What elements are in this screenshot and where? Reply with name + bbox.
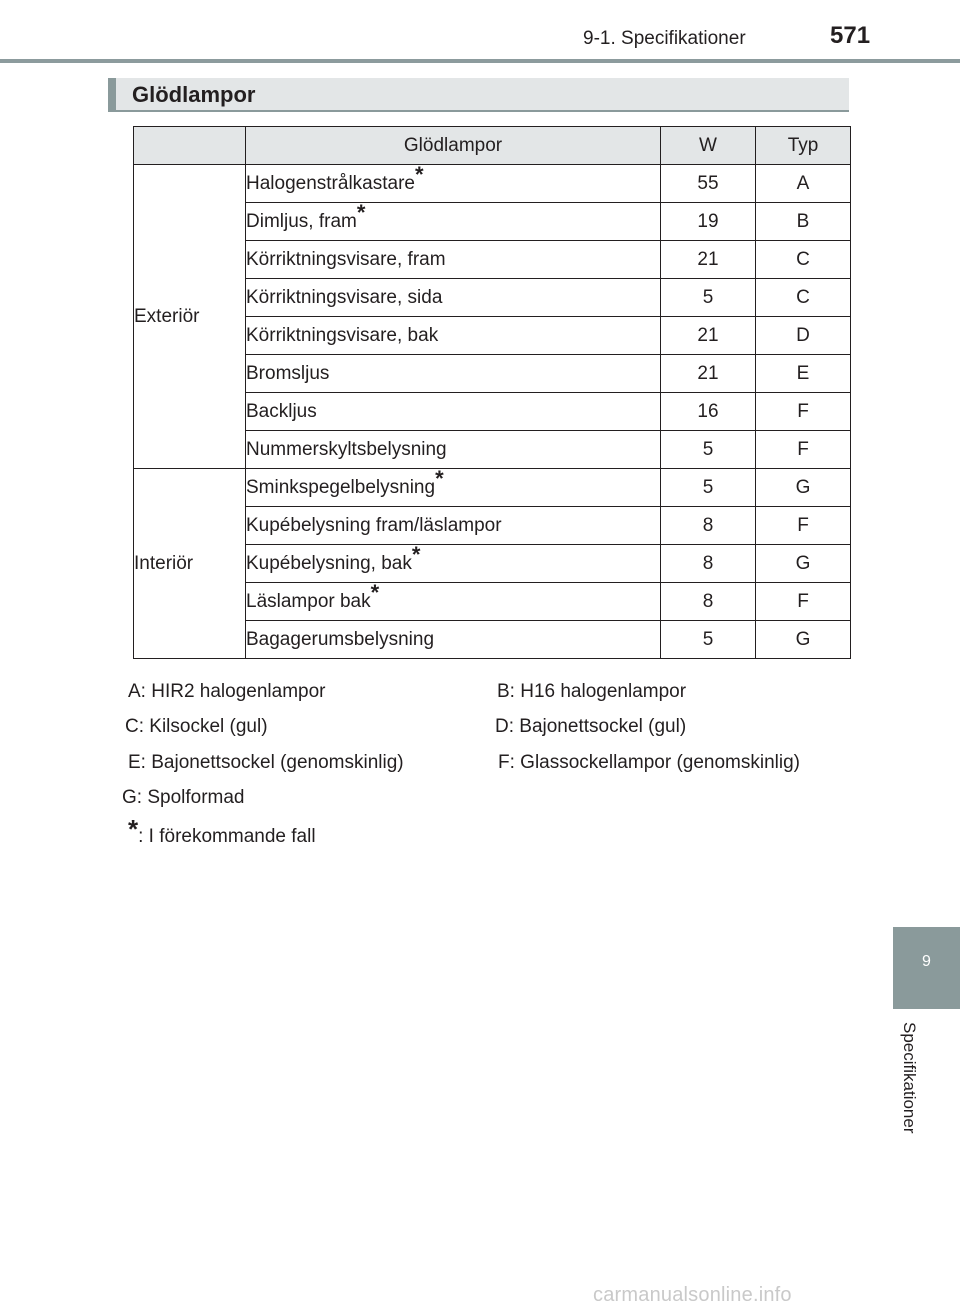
header-cell-type: Typ <box>756 127 851 165</box>
bulb-type: G <box>756 469 851 507</box>
bulb-watt: 21 <box>661 317 756 355</box>
optional-asterisk: * <box>411 541 421 567</box>
bulb-name-cell <box>246 161 661 203</box>
header-cell-bulbs: Glödlampor <box>246 127 661 165</box>
header-cell-empty <box>134 127 246 165</box>
legend-g: G: Spolformad <box>122 787 245 808</box>
legend-d: D: Bajonettsockel (gul) <box>495 716 687 737</box>
bulb-type: F <box>756 431 851 469</box>
bulb-type: F <box>756 583 851 621</box>
optional-asterisk: * <box>370 579 380 605</box>
bulb-name: Kupébelysning fram/läslampor <box>246 514 502 536</box>
bulb-name: Halogenstrålkastare <box>246 172 415 194</box>
bulb-name-cell <box>246 393 661 431</box>
bulb-name: Backljus <box>246 400 317 422</box>
bulb-type: A <box>756 165 851 203</box>
bulb-watt: 16 <box>661 393 756 431</box>
table-row <box>134 469 851 507</box>
bulb-name-cell <box>246 199 661 241</box>
bulb-name-cell <box>246 579 661 621</box>
footnote <box>128 814 316 850</box>
bulb-watt: 21 <box>661 355 756 393</box>
header-section-title: 9-1. Specifikationer <box>583 28 746 49</box>
legend-f: F: Glassockellampor (genomskinlig) <box>498 752 800 773</box>
page-number: 571 <box>830 22 871 49</box>
chapter-tab <box>893 927 960 1009</box>
bulb-name-cell <box>246 317 661 355</box>
bulb-name-cell <box>246 355 661 393</box>
watermark: carmanualsonline.info <box>593 1284 792 1306</box>
chapter-tab-number: 9 <box>922 953 931 970</box>
legend-e: E: Bajonettsockel (genomskinlig) <box>128 752 404 773</box>
bulb-name-cell <box>246 465 661 507</box>
optional-asterisk: * <box>435 465 444 491</box>
optional-asterisk: * <box>414 161 424 187</box>
bulb-type: E <box>756 355 851 393</box>
bulb-type: B <box>756 203 851 241</box>
bulb-watt: 5 <box>661 279 756 317</box>
legend-a: A: HIR2 halogenlampor <box>128 681 326 702</box>
bulb-type: C <box>756 241 851 279</box>
chapter-tab-label: Specifikationer <box>900 1022 919 1134</box>
table-body <box>134 161 851 659</box>
bulb-name: Dimljus, fram <box>246 210 357 232</box>
bulb-type: F <box>756 507 851 545</box>
header-rule <box>0 59 960 63</box>
bulb-type: D <box>756 317 851 355</box>
bulb-type: C <box>756 279 851 317</box>
bulb-name: Läslampor bak <box>246 590 371 612</box>
bulb-watt: 55 <box>661 165 756 203</box>
bulb-name-cell <box>246 279 661 317</box>
table-row <box>134 165 851 203</box>
bulb-watt: 5 <box>661 621 756 659</box>
bulb-name: Bromsljus <box>246 362 330 384</box>
legend-c: C: Kilsockel (gul) <box>125 716 268 737</box>
bulb-watt: 5 <box>661 431 756 469</box>
bulb-name: Körriktningsvisare, bak <box>246 324 439 346</box>
bulb-name: Körriktningsvisare, fram <box>246 248 446 270</box>
footnote-text: : I förekommande fall <box>138 826 316 847</box>
bulb-watt: 8 <box>661 545 756 583</box>
header-cell-watt: W <box>661 127 756 165</box>
section-title: Glödlampor <box>132 82 256 107</box>
bulb-name-cell <box>246 621 661 659</box>
bulb-watt: 21 <box>661 241 756 279</box>
bulb-watt: 19 <box>661 203 756 241</box>
bulb-name: Bagagerumsbelysning <box>246 628 435 650</box>
bulb-type: F <box>756 393 851 431</box>
bulb-spec-table <box>133 126 851 659</box>
bulb-name: Kupébelysning, bak <box>246 552 412 574</box>
bulb-type: G <box>756 621 851 659</box>
bulb-name-cell <box>246 507 661 545</box>
group-label: Interiör <box>134 469 246 659</box>
optional-asterisk: * <box>356 199 366 225</box>
bulb-name: Körriktningsvisare, sida <box>246 286 443 308</box>
bulb-name-cell <box>246 431 661 469</box>
bulb-name-cell <box>246 241 661 279</box>
bulb-type: G <box>756 545 851 583</box>
legend-b: B: H16 halogenlampor <box>497 681 687 702</box>
bulb-name: Nummerskyltsbelysning <box>246 438 447 460</box>
section-heading-bar <box>108 78 849 112</box>
bulb-name: Sminkspegelbelysning <box>246 476 436 498</box>
group-label: Exteriör <box>134 165 246 469</box>
bulb-watt: 8 <box>661 583 756 621</box>
bulb-watt: 8 <box>661 507 756 545</box>
table-header-row <box>134 127 851 165</box>
bulb-name-cell <box>246 541 661 583</box>
footnote-asterisk: * <box>128 814 139 844</box>
bulb-watt: 5 <box>661 469 756 507</box>
